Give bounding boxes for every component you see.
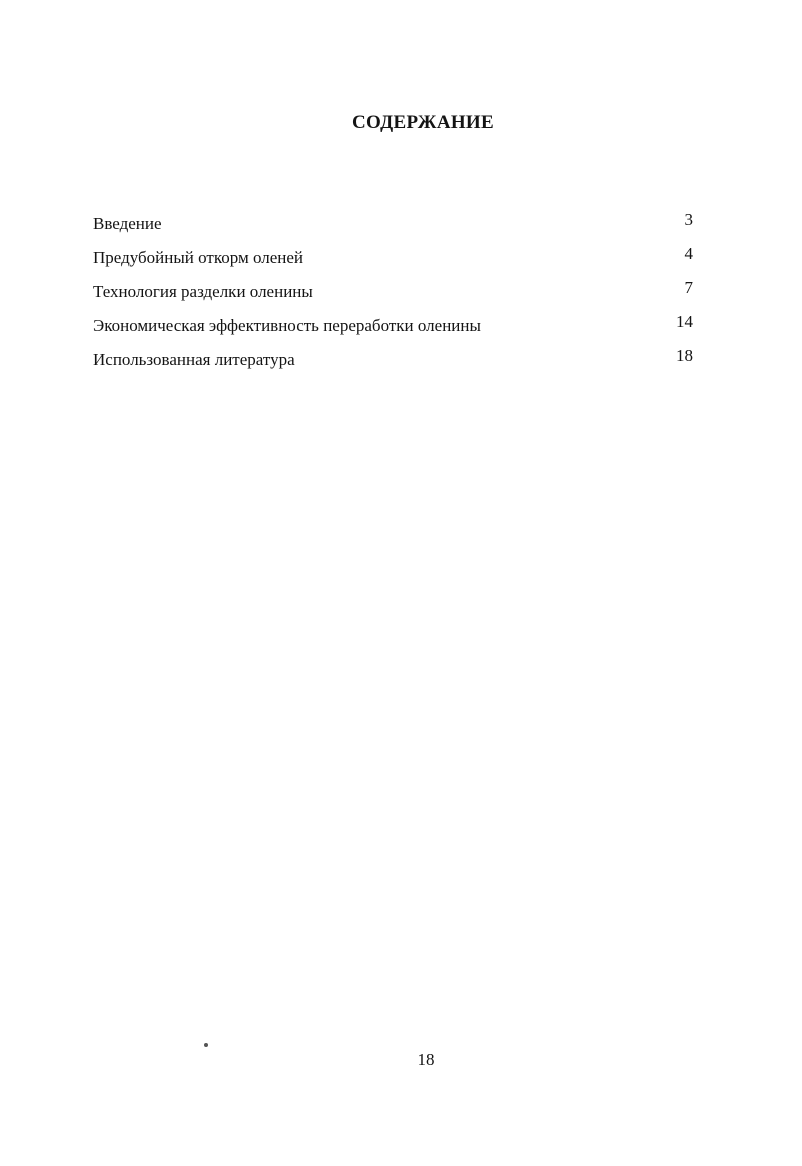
toc-entry <box>93 346 713 380</box>
toc-entry <box>93 312 713 346</box>
toc-entry-label: Предубойный откорм оленей <box>93 248 304 267</box>
toc-entry-page: 7 <box>684 278 693 297</box>
toc-entry <box>93 210 713 244</box>
toc-entry-label: Введение <box>93 214 162 233</box>
toc-entry-label: Технология разделки оленины <box>93 282 313 301</box>
toc-entry-label: Использованная литература <box>93 350 295 369</box>
toc-entry-page: 14 <box>676 312 693 331</box>
toc-entry <box>93 278 713 312</box>
toc-entry <box>93 244 713 278</box>
toc-title: СОДЕРЖАНИЕ <box>352 112 494 133</box>
scan-speck <box>204 1043 208 1047</box>
table-of-contents <box>93 210 713 380</box>
toc-entry-label: Экономическая эффективность переработки оленины <box>93 316 481 335</box>
toc-entry-page: 3 <box>684 210 693 229</box>
toc-entry-page: 4 <box>684 244 693 263</box>
toc-entry-page: 18 <box>676 346 693 365</box>
page-number: 18 <box>417 1050 435 1069</box>
